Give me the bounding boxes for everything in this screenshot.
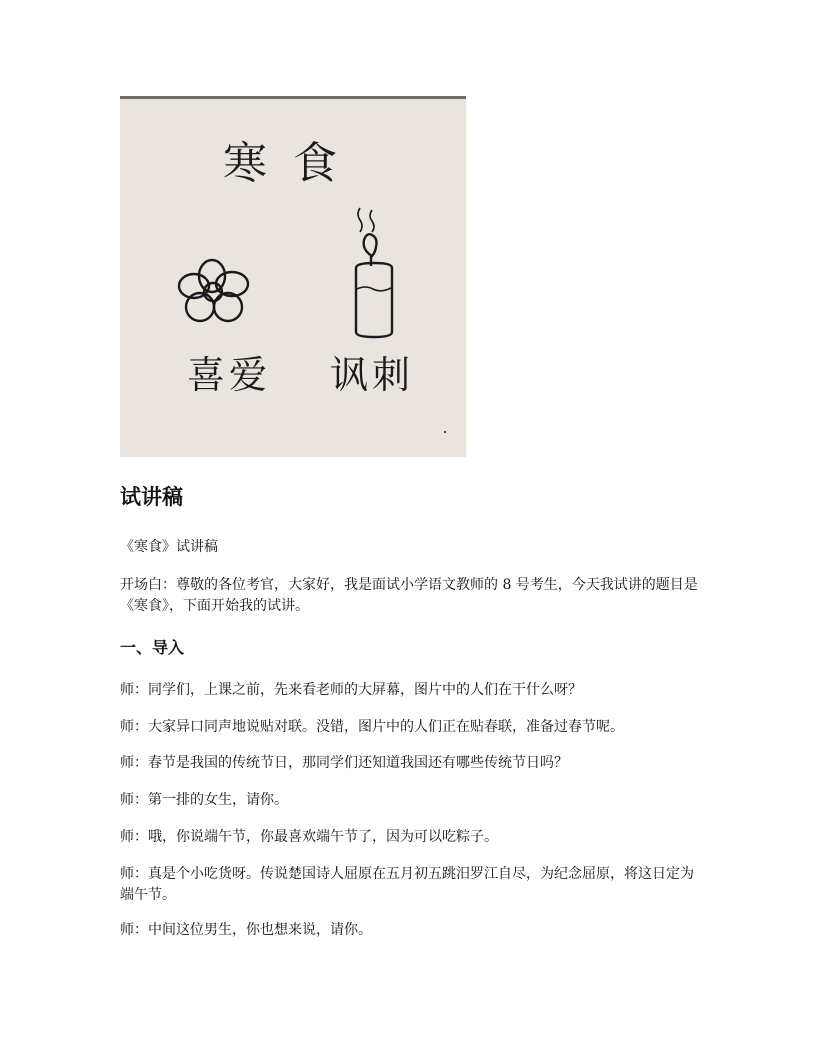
smoke-icon: [358, 208, 374, 232]
dialogue-paragraph: 师：哦，你说端午节，你最喜欢端午节了，因为可以吃粽子。: [120, 829, 498, 845]
dialogue-paragraph: 师：大家异口同声地说贴对联。没错，图片中的人们正在贴春联，准备过春节呢。: [120, 719, 624, 735]
dialogue-paragraph: 师：同学们，上课之前，先来看老师的大屏幕，图片中的人们在干什么呀？: [120, 682, 582, 698]
flower-icon: [179, 260, 248, 321]
subtitle: 《寒食》试讲稿: [120, 539, 218, 555]
photo-edge: [120, 96, 466, 99]
left-label: 喜爱: [186, 353, 272, 397]
section-heading-intro: 一、导入: [120, 638, 185, 657]
document-title: 试讲稿: [120, 485, 183, 509]
dialogue-paragraph: 师：真是个小吃货呀。传说楚国诗人屈原在五月初五跳汨罗江自尽，为纪念屈原，将这日定为端午节。: [120, 866, 694, 903]
handwritten-illustration: [120, 96, 466, 457]
illustration-canvas: [120, 96, 466, 457]
dialogue-paragraph: 师：春节是我国的传统节日，那同学们还知道我国还有哪些传统节日吗？: [120, 755, 568, 771]
right-label: 讽刺: [329, 353, 415, 397]
opening-paragraph: 开场白：尊敬的各位考官，大家好，我是面试小学语文教师的 8 号考生，今天我试讲的题目是《寒食》，下面开始我的试讲。: [120, 577, 698, 614]
handwriting-title: 寒食: [223, 138, 363, 189]
dialogue-paragraph: 师：第一排的女生，请你。: [120, 792, 288, 808]
candle-icon: [356, 234, 392, 337]
pen-dot: [444, 431, 446, 433]
dialogue-paragraph: 师：中间这位男生，你也想来说，请你。: [120, 922, 372, 938]
